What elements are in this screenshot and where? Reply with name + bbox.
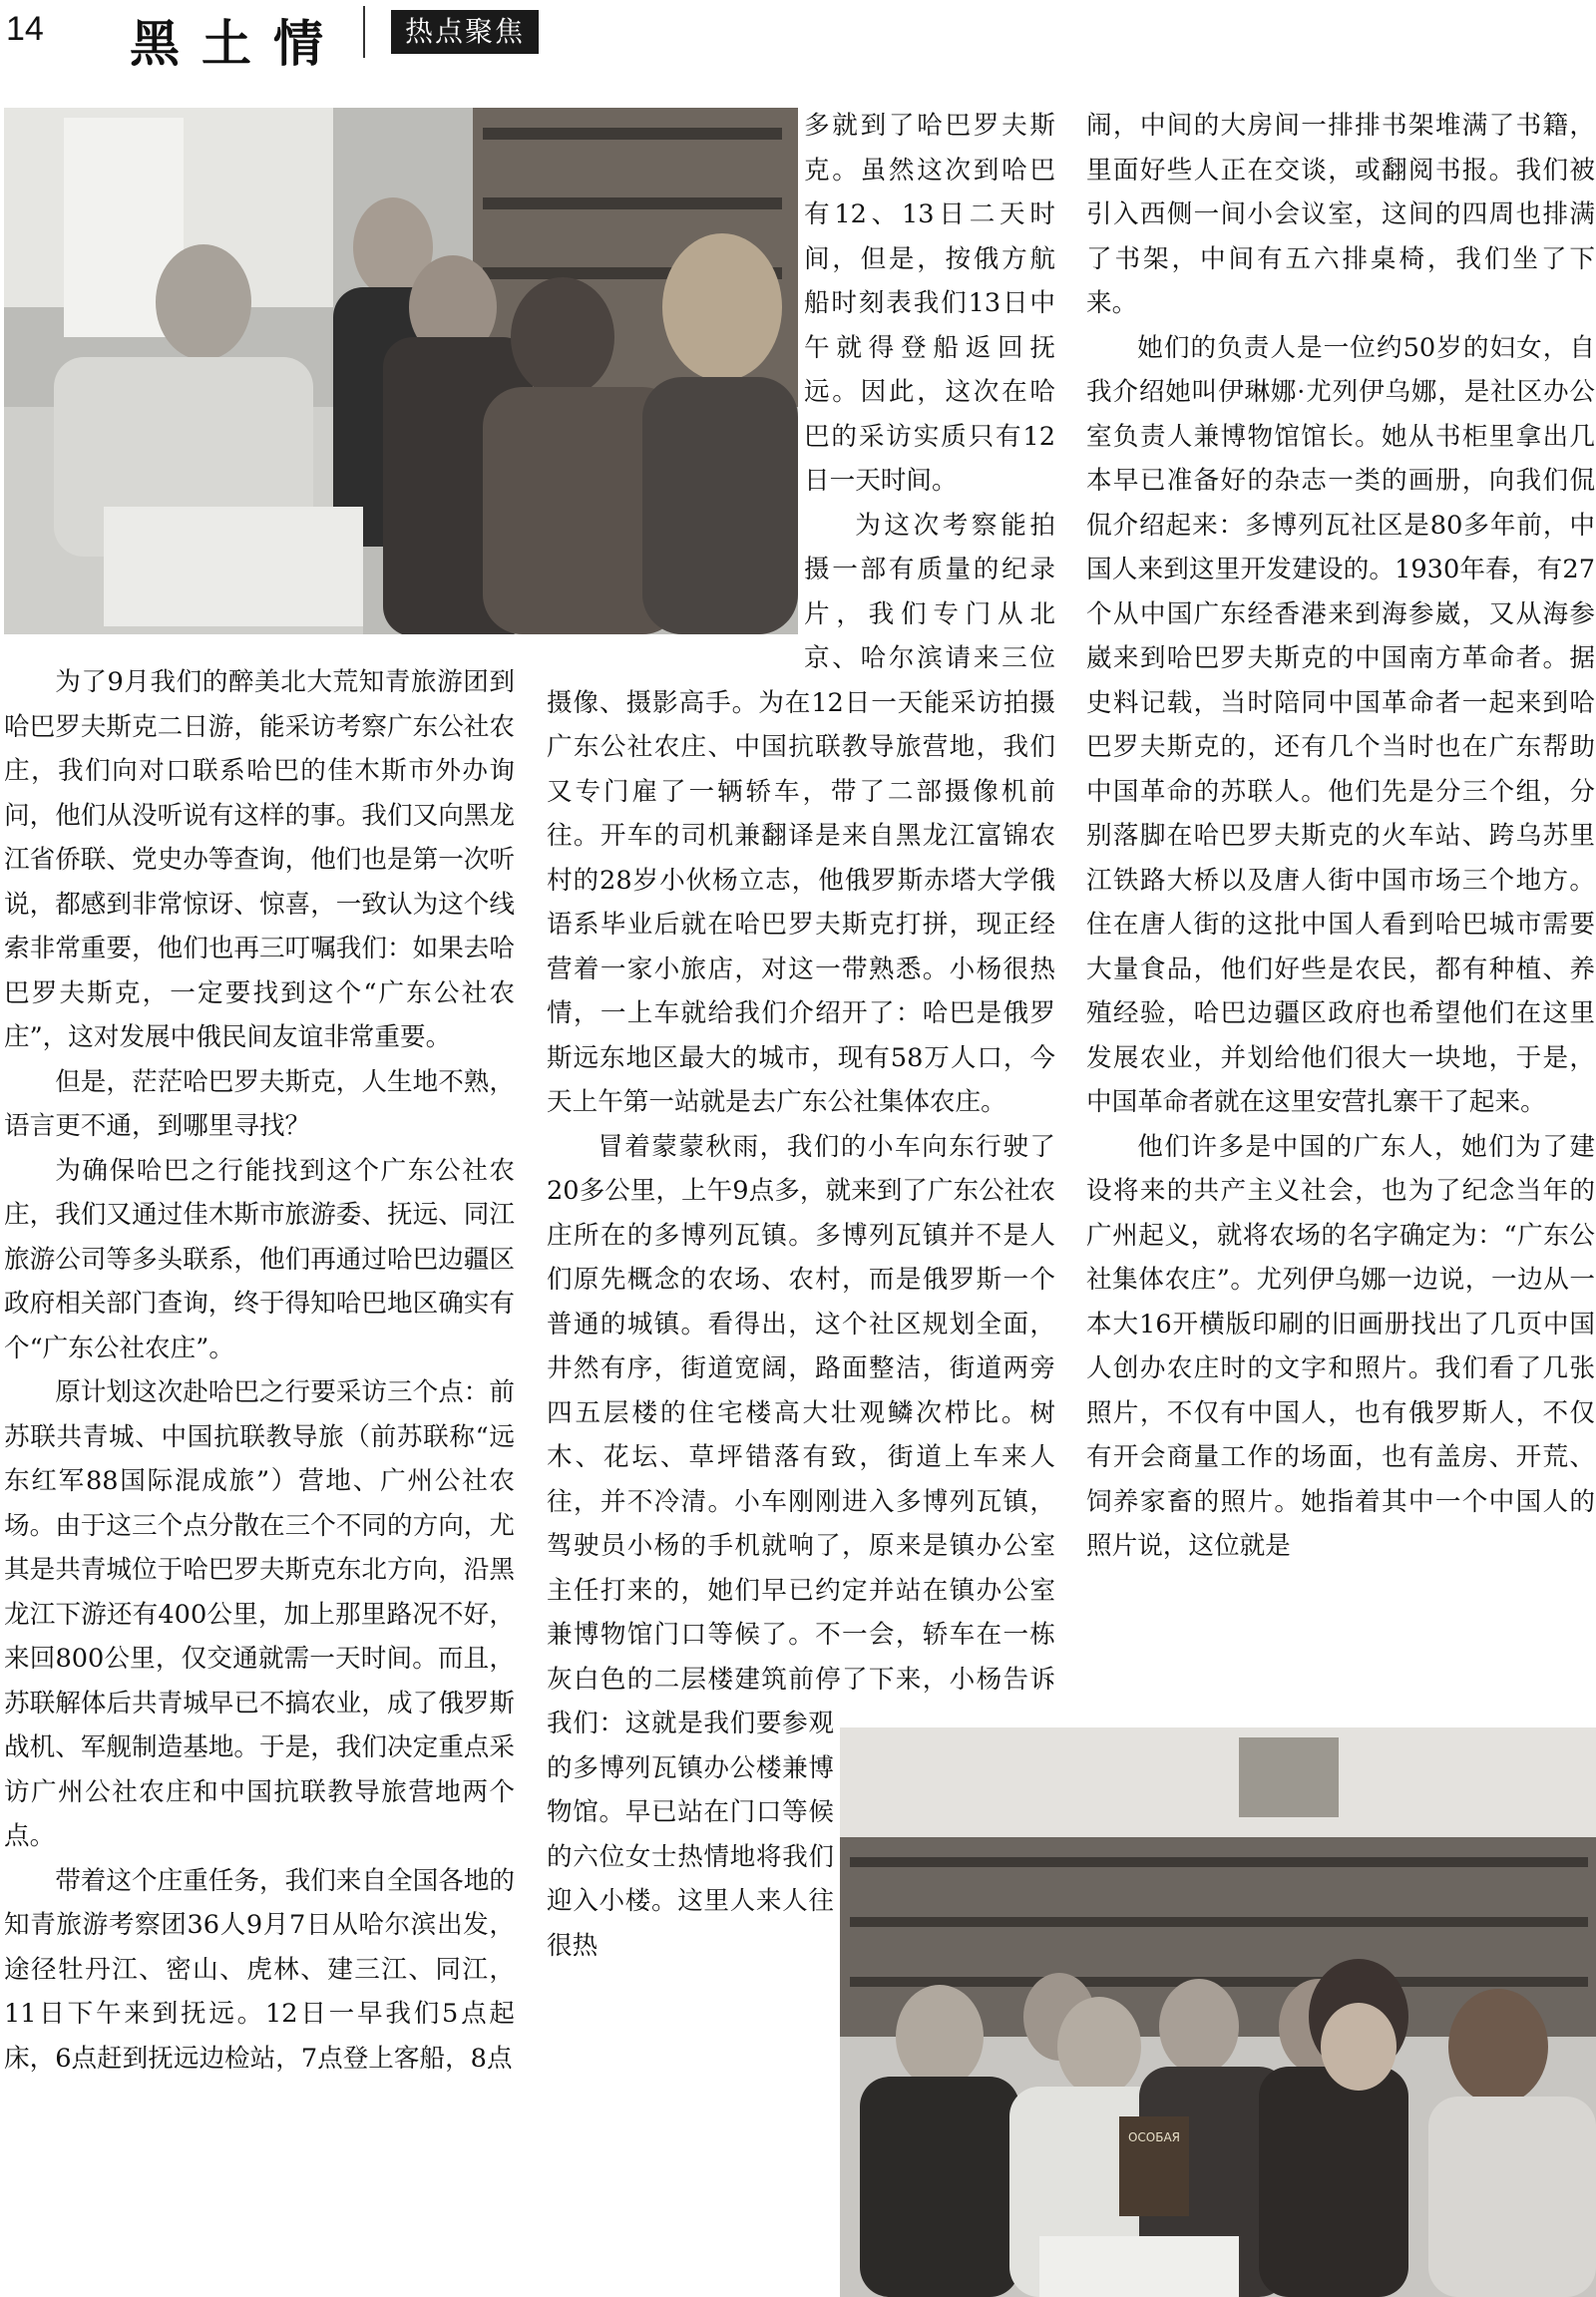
paragraph: 闹，中间的大房间一排排书架堆满了书籍，里面好些人正在交谈，或翻阅书报。我们被引入西侧一间小会议室，这间的四周也排满了书架，中间有五六排桌椅，我们坐了下来。: [1086, 111, 1595, 318]
article-column-2: [547, 104, 1055, 2293]
page-number: 14: [6, 10, 44, 48]
paragraph: 她们的负责人是一位约50岁的妇女，自我介绍她叫伊琳娜·尤列伊乌娜，是社区办公室负责人兼博物馆馆长。她从书柜里拿出几本早已准备好的杂志一类的画册，向我们侃侃介绍起来：多博列瓦社区是80多年前，中国人来到这里开发建设的。1930年春，有27个从中国广东经香港来到海参崴，又从海参崴来到哈巴罗夫斯克的中国南方革命者。据史料记载，当时陪同中国革命者一起来到哈巴罗夫斯克的，还有几个当时也在广东帮助中国革命的苏联人。他们先是分三个组，分别落脚在哈巴罗夫斯克的火车站、跨乌苏里江铁路大桥以及唐人街中国市场三个地方。住在唐人街的这批中国人看到哈巴城市需要大量食品，他们好些是农民，都有种植、养殖经验，哈巴边疆区政府也希望他们在这里发展农业，并划给他们很大一块地，于是，中国革命者就在这里安营扎寨干了起来。: [1086, 332, 1595, 1117]
paragraph: 带着这个庄重任务，我们来自全国各地的知青旅游考察团36人9月7日从哈尔滨出发，途径牡丹江、密山、虎林、建三江、同江，11日下午来到抚远。12日一早我们5点起床，6点赶到抚远边检站，7点登上客船，8点: [4, 1865, 515, 2074]
paragraph: 原计划这次赴哈巴之行要采访三个点：前苏联共青城、中国抗联教导旅（前苏联称“远东红军88国际混成旅”）营地、广州公社农场。由于这三个点分散在三个不同的方向，尤其是共青城位于哈巴罗夫斯克东北方向，沿黑龙江下游还有400公里，加上那里路况不好，来回800公里，仅交通就需一天时间。而且，苏联解体后共青城早已不搞农业，成了俄罗斯战机、军舰制造基地。于是，我们决定重点采访广州公社农庄和中国抗联教导旅营地两个点。: [4, 1377, 515, 1851]
paragraph: 为确保哈巴之行能找到这个广东公社农庄，我们又通过佳木斯市旅游委、抚远、同江旅游公司等多头联系，他们再通过哈巴边疆区政府相关部门查询，终于得知哈巴地区确实有个“广东公社农庄”。: [4, 1155, 515, 1363]
paragraph: 为这次考察能拍摄一部有质量的纪录片，我们专门从北京、哈尔滨请来三位摄像、摄影高手。为在12日一天能采访拍摄广东公社农庄、中国抗联教导旅营地，我们又专门雇了一辆轿车，带了二部摄像机前往。开车的司机兼翻译是来自黑龙江富锦农村的28岁小伙杨立志，他俄罗斯赤塔大学俄语系毕业后就在哈巴罗夫斯克打拼，现正经营着一家小旅店，对这一带熟悉。小杨很热情，一上车就给我们介绍开了：哈巴是俄罗斯远东地区最大的城市，现有58万人口，今天上午第一站就是去广东公社集体农庄。: [547, 510, 1055, 1117]
paragraph: 冒着蒙蒙秋雨，我们的小车向东行驶了20多公里，上午9点多，就来到了广东公社农庄所在的多博列瓦镇。多博列瓦镇并不是人们原先概念的农场、农村，而是俄罗斯一个普通的城镇。看得出，这个社区规划全面，井然有序，街道宽阔，路面整洁，街道两旁四五层楼的住宅楼高大壮观鳞次栉比。树木、花坛、草坪错落有致，街道上车来人往，并不冷清。小车刚刚进入多博列瓦镇，驾驶员小杨的手机就响了，原来是镇办公室主任打来的，她们早已约定并站在镇办公室兼博物馆门口等候了。不一会，轿车在一栋灰白色的二层楼建筑前停了下来，小杨告诉我们：这就是我们要参观的多博列瓦镇办公楼兼博物馆。早已站在门口等候的六位女士热情地将我们迎入小楼。这里人来人往很热: [547, 1131, 1055, 1961]
section-tag: 热点聚焦: [391, 10, 539, 54]
paragraph: 为了9月我们的醉美北大荒知青旅游团到哈巴罗夫斯克二日游，能采访考察广东公社农庄，我们向对口联系哈巴的佳木斯市外办询问，他们从没听说有这样的事。我们又向黑龙江省侨联、党史办等查询，他们也是第一次听说，都感到非常惊讶、惊喜，一致认为这个线索非常重要，他们也再三叮嘱我们：如果去哈巴罗夫斯克，一定要找到这个“广东公社农庄”，这对发展中俄民间友谊非常重要。: [4, 667, 515, 1052]
layout-spacer: [834, 1727, 1055, 2293]
article-column-3: [1086, 104, 1595, 1720]
masthead-title: 黑土情: [130, 14, 345, 73]
paragraph: 但是，茫茫哈巴罗夫斯克，人生地不熟，语言更不通，到哪里寻找？: [4, 1066, 515, 1141]
page-header: [0, 0, 1596, 73]
paragraph: 他们许多是中国的广东人，她们为了建设将来的共产主义社会，也为了纪念当年的广州起义，就将农场的名字确定为：“广东公社集体农庄”。尤列伊乌娜一边说，一边从一本大16开横版印刷的旧画册找出了几页中国人创办农庄时的文字和照片。我们看了几张照片，不仅有中国人，也有俄罗斯人，不仅有开会商量工作的场面，也有盖房、开荒、饲养家畜的照片。她指着其中一个中国人的照片说，这位就是: [1086, 1131, 1595, 1561]
paragraph: 多就到了哈巴罗夫斯克。虽然这次到哈巴有12、13日二天时间，但是，按俄方航船时刻表我们13日中午就得登船返回抚远。因此，这次在哈巴的采访实质只有12日一天时间。: [804, 111, 1055, 496]
book-title-text: OCOБAЯ: [1127, 2130, 1181, 2144]
header-divider: [363, 6, 365, 58]
article-column-1: [4, 660, 515, 2296]
